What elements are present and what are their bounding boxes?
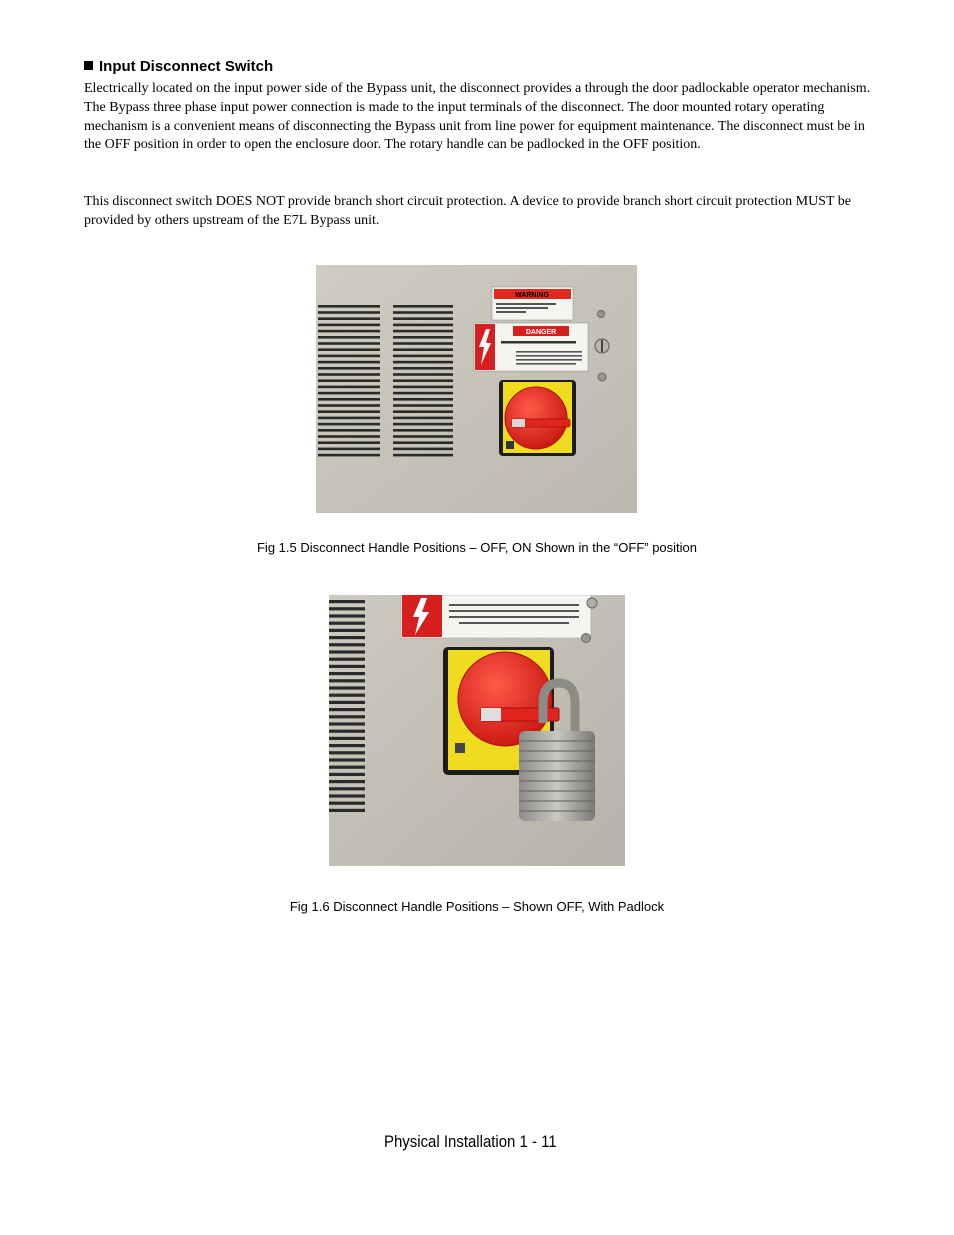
vent-slot xyxy=(393,348,453,351)
vent-slot xyxy=(318,410,380,413)
vent-slot xyxy=(329,701,365,704)
vent-slot xyxy=(329,643,365,646)
vent-slot xyxy=(393,379,453,382)
vent-slot xyxy=(393,342,453,345)
vent-slot xyxy=(393,324,453,327)
page-footer: Physical Installation 1 - 11 xyxy=(384,1132,557,1151)
vent-slot xyxy=(318,392,380,395)
figure-1-5-photo xyxy=(316,265,637,513)
vent-slot xyxy=(318,454,380,457)
vent-slot xyxy=(318,311,380,314)
figure-1-6-photo xyxy=(329,595,625,866)
vent-slot xyxy=(393,410,453,413)
vent-slot xyxy=(329,658,365,661)
vent-slot xyxy=(329,679,365,682)
square-bullet-icon xyxy=(84,61,93,70)
vent-slot xyxy=(318,448,380,451)
vent-slot xyxy=(318,398,380,401)
vent-slot xyxy=(329,730,365,733)
vent-slot xyxy=(393,392,453,395)
vent-slot xyxy=(329,614,365,617)
vent-slot xyxy=(329,629,365,632)
vent-slot xyxy=(318,379,380,382)
vent-slot xyxy=(329,600,365,603)
section-title: Input Disconnect Switch xyxy=(99,58,274,75)
vent-slot xyxy=(329,794,365,797)
vent-slot xyxy=(329,672,365,675)
vent-slot xyxy=(329,636,365,639)
vent-slot xyxy=(318,324,380,327)
paragraph-warning: This disconnect switch DOES NOT provide branch short circuit protection. A device to provide branch short circuit protection MUST be provided by others upstream of the E7L Bypass unit. xyxy=(84,194,851,228)
vent-slot xyxy=(329,665,365,668)
vent-slot xyxy=(329,694,365,697)
vent-slot xyxy=(393,398,453,401)
vent-slot xyxy=(329,773,365,776)
vent-slot xyxy=(318,305,380,308)
vent-slot xyxy=(318,417,380,420)
vent-slot xyxy=(393,311,453,314)
warning-label-text: WARNING xyxy=(515,292,549,299)
paragraph-description: Electrically located on the input power side of the Bypass unit, the disconnect provides a through the door padlockable operator mechanism. The Bypass three phase input power connection is made to the input terminals of the disconnect. The door mounted rotary operating mechanism is a convenient means of disconnecting the Bypass unit from line power for equipment maintenance. The disconnect must be in the OFF position in order to open the enclosure door. The rotary handle can be padlocked in the OFF position. xyxy=(84,81,871,153)
vent-slot xyxy=(318,373,380,376)
vent-slot xyxy=(318,355,380,358)
vent-slot xyxy=(393,435,453,438)
vent-slot xyxy=(318,435,380,438)
vent-slot xyxy=(329,802,365,805)
vent-slot xyxy=(393,336,453,339)
vent-slot xyxy=(393,423,453,426)
vent-slot xyxy=(318,386,380,389)
vent-slot xyxy=(393,386,453,389)
vent-slot xyxy=(393,373,453,376)
vent-slot xyxy=(329,809,365,812)
vent-slot xyxy=(318,317,380,320)
vent-slot xyxy=(318,404,380,407)
vent-slot xyxy=(318,348,380,351)
vent-slot xyxy=(318,441,380,444)
section-heading xyxy=(84,58,273,75)
vent-slot xyxy=(393,305,453,308)
vent-slot xyxy=(393,417,453,420)
vent-slot xyxy=(329,737,365,740)
vent-slot xyxy=(329,722,365,725)
vent-slot xyxy=(329,622,365,625)
vent-slot xyxy=(393,404,453,407)
vent-slot xyxy=(329,758,365,761)
vent-slot xyxy=(393,317,453,320)
vent-slot xyxy=(329,607,365,610)
vent-slot xyxy=(329,744,365,747)
vent-slot xyxy=(329,715,365,718)
vent-slot xyxy=(318,367,380,370)
vent-slot xyxy=(329,650,365,653)
vent-slot xyxy=(329,751,365,754)
danger-label-text: DANGER xyxy=(525,329,557,336)
figure-1-6-caption: Fig 1.6 Disconnect Handle Positions – Shown OFF, With Padlock xyxy=(289,899,665,914)
vent-slot xyxy=(329,708,365,711)
vent-slot xyxy=(393,361,453,364)
vent-slot xyxy=(393,454,453,457)
vent-slot xyxy=(329,787,365,790)
vent-slot xyxy=(318,429,380,432)
vent-slot xyxy=(393,330,453,333)
vent-slot xyxy=(393,367,453,370)
vent-slot xyxy=(393,429,453,432)
vent-slot xyxy=(318,336,380,339)
vent-slot xyxy=(329,686,365,689)
vent-slot xyxy=(318,342,380,345)
vent-slot xyxy=(318,361,380,364)
vent-slot xyxy=(329,780,365,783)
vent-slot xyxy=(329,766,365,769)
vent-slot xyxy=(393,448,453,451)
figure-1-5-caption: Fig 1.5 Disconnect Handle Positions – OFF, ON Shown in the “OFF” position xyxy=(256,540,698,555)
vent-slot xyxy=(318,330,380,333)
vent-slot xyxy=(318,423,380,426)
vent-slot xyxy=(393,441,453,444)
vent-slot xyxy=(393,355,453,358)
